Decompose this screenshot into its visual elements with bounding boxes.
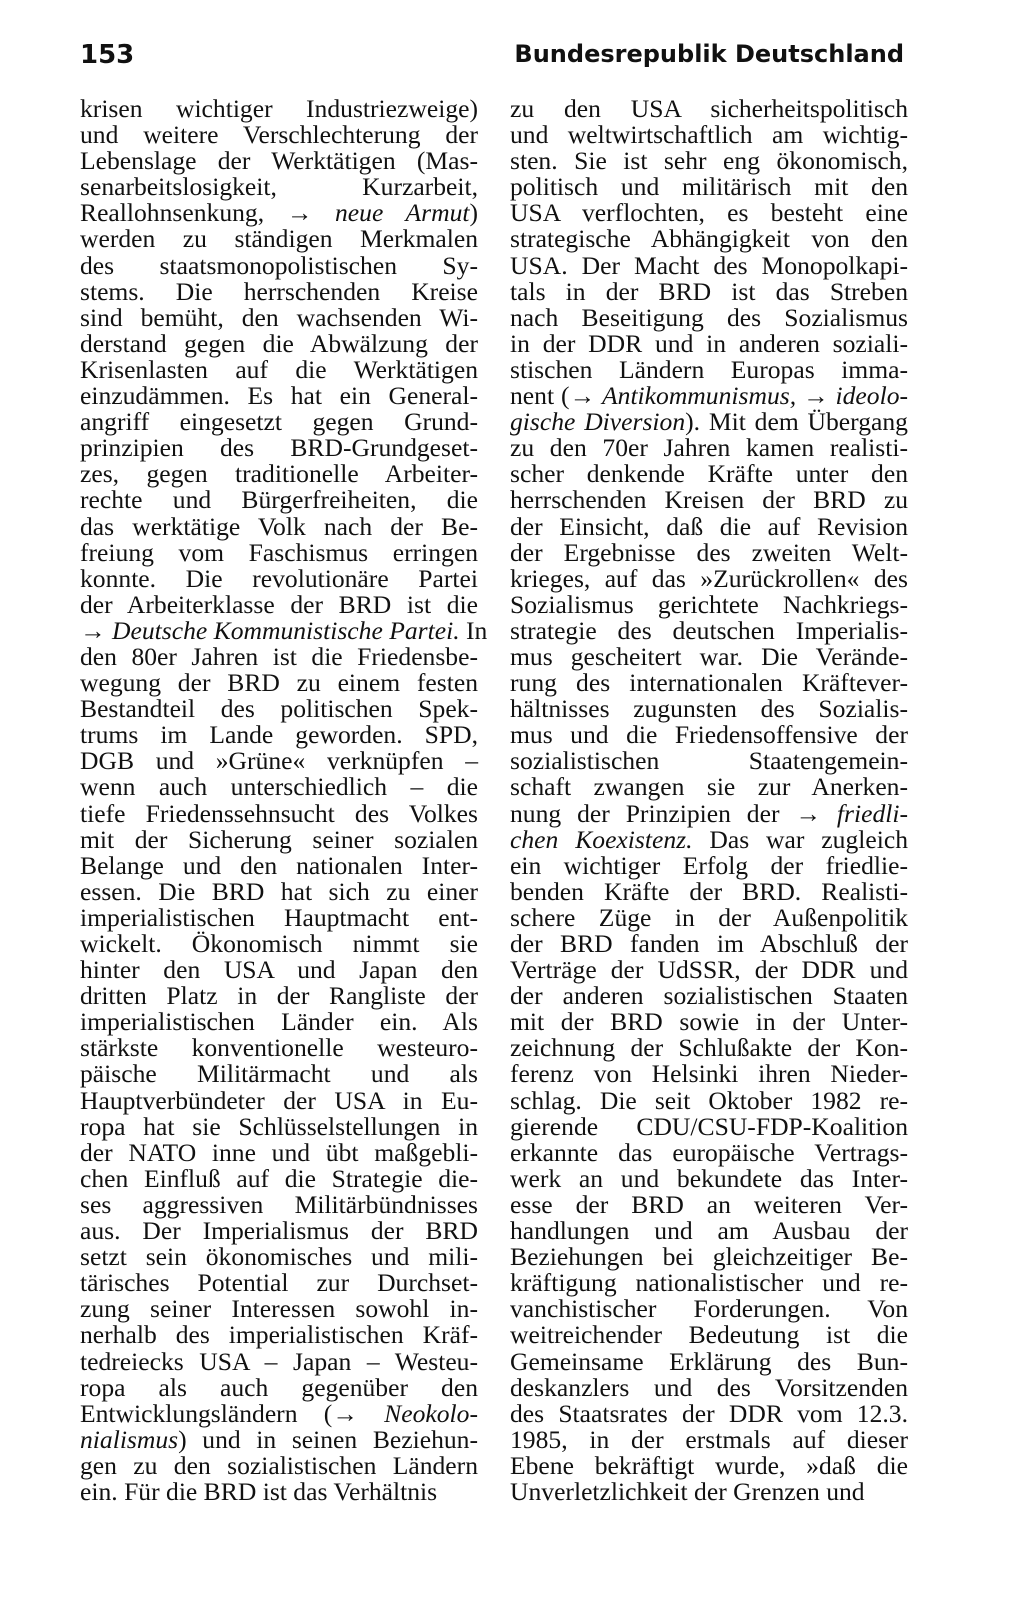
text-line	[510, 931, 908, 957]
text-segment: Bestandteil des politischen Spek-	[80, 694, 478, 724]
text-segment: kräftigung nationalistischer und re-	[510, 1268, 908, 1298]
text-line	[510, 122, 908, 148]
text-segment: der Arbeiterklasse der BRD ist die	[80, 589, 478, 619]
text-segment: zung seiner Interessen sowohl in-	[80, 1294, 478, 1324]
text-line	[80, 1322, 478, 1348]
text-segment: des Staatsrates der DDR vom 12.3.	[510, 1398, 908, 1428]
text-segment: USA verflochten, es besteht eine	[510, 198, 908, 228]
text-line	[510, 774, 908, 800]
text-line	[80, 1296, 478, 1322]
text-line	[80, 174, 478, 200]
text-line	[80, 563, 478, 593]
text-line	[80, 722, 478, 748]
text-line	[80, 696, 478, 722]
text-segment: Verträge der UdSSR, der DDR und	[510, 955, 908, 985]
text-segment: Krisenlasten auf die Werktätigen	[80, 354, 478, 384]
italic-reference: Antikommunismus,	[602, 381, 797, 411]
text-segment: handlungen und am Ausbau der	[510, 1216, 908, 1246]
text-line	[510, 1009, 908, 1035]
text-line	[80, 1189, 478, 1219]
text-line	[510, 1398, 908, 1428]
text-segment: Ebene bekräftigt wurde, »daß die	[510, 1450, 908, 1480]
text-line	[510, 328, 908, 358]
text-segment: aus. Der Imperialismus der BRD	[80, 1216, 478, 1246]
text-line	[510, 563, 908, 593]
text-segment: Entwicklungsländern (→	[80, 1398, 385, 1428]
text-line	[80, 1346, 478, 1376]
text-line	[80, 798, 478, 828]
text-line	[80, 931, 478, 957]
text-segment: nach Beseitigung des Sozialismus	[510, 302, 908, 332]
text-line	[510, 1137, 908, 1167]
text-segment: imperialistischen Hauptmacht ent-	[80, 902, 478, 932]
text-segment: gen zu den sozialistischen Ländern	[80, 1450, 478, 1480]
text-line	[510, 511, 908, 541]
text-line	[80, 902, 478, 932]
text-line	[510, 461, 908, 487]
text-segment: ) und in seinen Beziehun-	[178, 1424, 478, 1454]
text-segment: päische Militärmacht und als	[80, 1059, 478, 1089]
text-segment: zu den 70er Jahren kamen realisti-	[510, 433, 908, 463]
text-segment: mus und die Friedensoffensive der	[510, 720, 908, 750]
text-line	[80, 1009, 478, 1035]
text-line	[510, 1189, 908, 1219]
italic-reference: Deutsche Kommunistische Partei.	[112, 615, 460, 645]
text-segment: stärkste konventionelle westeuro-	[80, 1033, 478, 1063]
text-line	[80, 328, 478, 358]
text-line	[510, 174, 908, 200]
text-segment: werden zu ständigen Merkmalen	[80, 224, 478, 254]
text-segment: freiung vom Faschismus erringen	[80, 537, 478, 567]
text-line	[510, 200, 908, 226]
text-segment: esse der BRD an weiteren Ver-	[510, 1189, 908, 1219]
text-segment: tärisches Potential zur Durchset-	[80, 1268, 478, 1298]
text-segment: rechte und Bürgerfreiheiten, die	[80, 485, 478, 515]
text-line	[510, 824, 908, 854]
text-column-right	[510, 96, 908, 1505]
text-segment: wickelt. Ökonomisch nimmt sie	[80, 929, 478, 958]
text-line	[80, 1111, 478, 1141]
text-segment: den 80er Jahren ist die Friedensbe-	[80, 641, 478, 671]
text-line	[510, 902, 908, 932]
text-line	[80, 1424, 478, 1454]
text-segment: deskanzlers und des Vorsitzenden	[510, 1372, 908, 1402]
text-line	[80, 435, 478, 461]
text-segment: imperialistischen Länder ein. Als	[80, 1007, 478, 1037]
text-segment: derstand gegen die Abwälzung der	[80, 328, 478, 358]
text-segment: strategische Abhängigkeit von den	[510, 224, 908, 254]
text-line	[510, 850, 908, 880]
text-line	[80, 383, 478, 409]
text-line	[510, 1218, 908, 1244]
text-segment: mit der Sicherung seiner sozialen	[80, 824, 478, 854]
text-segment: trums im Lande geworden. SPD,	[80, 720, 478, 750]
text-line	[510, 957, 908, 983]
text-segment: zes, gegen traditionelle Arbeiter-	[80, 459, 478, 489]
text-segment: hinter den USA und Japan den	[80, 955, 478, 985]
text-line	[510, 1061, 908, 1087]
text-line	[80, 824, 478, 854]
text-line	[510, 722, 908, 748]
text-line	[80, 1372, 478, 1402]
text-segment: Unverletzlichkeit der Grenzen und	[510, 1476, 865, 1506]
text-segment: Sozialismus gerichtete Nachkriegs-	[510, 589, 908, 619]
text-segment: ein wichtiger Erfolg der friedlie-	[510, 850, 908, 880]
text-segment: Lebenslage der Werktätigen (Mas-	[80, 146, 478, 176]
text-line	[80, 276, 478, 306]
text-line	[510, 589, 908, 619]
text-segment: nerhalb des imperialistischen Kräf-	[80, 1320, 478, 1350]
text-segment: der Einsicht, daß die auf Revision	[510, 511, 908, 541]
text-line	[80, 1085, 478, 1115]
text-segment: wegung der BRD zu einem festen	[80, 668, 478, 698]
text-segment: erkannte das europäische Vertrags-	[510, 1137, 908, 1167]
text-segment: Das war zugleich	[692, 824, 908, 854]
page-number: 153	[80, 40, 135, 70]
text-segment: chen Einfluß auf die Strategie die-	[80, 1163, 478, 1193]
text-segment: das werktätige Volk nach der Be-	[80, 511, 478, 541]
text-line	[510, 302, 908, 332]
text-line	[510, 1085, 908, 1115]
text-segment: Gemeinsame Erklärung des Bun-	[510, 1346, 908, 1376]
text-segment: hältnisses zugunsten des Sozialis-	[510, 694, 908, 724]
text-line	[510, 798, 908, 828]
text-segment: tals in der BRD ist das Streben	[510, 276, 908, 306]
text-segment: Reallohnsenkung, →	[80, 198, 335, 228]
text-segment: Belange und den nationalen Inter-	[80, 850, 478, 880]
text-segment: schere Züge in der Außenpolitik	[510, 902, 908, 932]
text-line	[510, 276, 908, 306]
text-line	[80, 537, 478, 567]
italic-reference: ideolo-	[835, 381, 909, 411]
text-line	[510, 409, 908, 435]
text-line	[510, 250, 908, 280]
text-segment: prinzipien des BRD-Grundgeset-	[80, 433, 478, 463]
text-line	[80, 250, 478, 280]
text-line	[510, 1424, 908, 1454]
text-line	[510, 96, 908, 122]
text-segment: werk an und bekundete das Inter-	[510, 1163, 908, 1193]
text-line	[80, 957, 478, 983]
text-line	[80, 615, 488, 645]
text-line	[80, 148, 478, 174]
text-segment: in der DDR und in anderen soziali-	[510, 328, 908, 358]
text-segment: ses aggressiven Militärbündnisses	[80, 1189, 478, 1219]
text-segment: →	[80, 615, 112, 645]
text-segment: scher denkende Kräfte unter den	[510, 459, 908, 489]
text-segment: ropa als auch gegenüber den	[80, 1372, 478, 1402]
italic-reference: gische Diversion	[510, 407, 686, 437]
text-segment: dritten Platz in der Rangliste der	[80, 981, 478, 1011]
text-segment: tiefe Friedenssehnsucht des Volkes	[80, 798, 478, 828]
text-segment: Hauptverbündeter der USA in Eu-	[80, 1085, 478, 1115]
text-line	[80, 302, 478, 332]
text-segment: )	[469, 198, 479, 228]
text-line	[510, 696, 908, 722]
text-line	[80, 1270, 478, 1296]
italic-reference: chen Koexistenz.	[510, 824, 693, 854]
text-segment: und weitere Verschlechterung der	[80, 120, 478, 150]
text-line	[80, 670, 478, 696]
text-segment: tedreiecks USA – Japan – Westeu-	[80, 1346, 478, 1376]
text-segment: gierende CDU/CSU-FDP-Koalition	[510, 1111, 908, 1141]
text-line	[510, 876, 908, 906]
text-line	[510, 983, 908, 1009]
text-segment: essen. Die BRD hat sich zu einer	[80, 876, 478, 906]
text-line	[510, 1346, 908, 1376]
italic-reference: Neokolo-	[384, 1398, 478, 1428]
italic-reference: nialismus	[80, 1424, 179, 1454]
text-line	[80, 1163, 478, 1193]
text-segment: stischen Ländern Europas imma-	[510, 354, 908, 384]
text-line	[80, 1450, 478, 1480]
text-segment: sten. Sie ist sehr eng ökonomisch,	[510, 146, 908, 176]
text-line	[80, 983, 478, 1009]
text-segment: einzudämmen. Es hat ein General-	[80, 381, 478, 411]
text-line	[510, 226, 908, 252]
text-column-left	[80, 94, 488, 1506]
text-line	[510, 354, 908, 384]
text-segment: strategie des deutschen Imperialis-	[510, 615, 908, 645]
text-segment: weitreichender Bedeutung ist die	[510, 1320, 908, 1350]
text-segment: →	[796, 381, 836, 411]
italic-reference: neue Armut	[335, 198, 470, 228]
text-segment: DGB und »Grüne« verknüpfen –	[80, 746, 478, 776]
italic-reference: friedli-	[836, 798, 908, 828]
text-segment: nent (→	[510, 381, 603, 411]
text-line	[80, 876, 478, 906]
text-line	[510, 641, 908, 671]
text-line	[510, 148, 908, 174]
text-line	[80, 511, 478, 541]
text-segment: sind bemüht, den wachsenden Wi-	[80, 302, 478, 332]
text-line	[80, 96, 478, 122]
text-line	[510, 1244, 908, 1270]
text-line	[80, 850, 478, 880]
text-line	[80, 461, 478, 487]
text-segment: zu den USA sicherheitspolitisch	[510, 94, 908, 123]
text-line	[80, 1218, 478, 1244]
text-segment: nung der Prinzipien der →	[510, 798, 837, 828]
text-segment: angriff eingesetzt gegen Grund-	[80, 407, 478, 437]
text-line	[510, 1035, 908, 1061]
text-line	[80, 354, 478, 384]
text-segment: vanchistischer Forderungen. Von	[510, 1294, 908, 1324]
text-line	[510, 1476, 908, 1506]
text-segment: schlag. Die seit Oktober 1982 re-	[510, 1085, 908, 1115]
text-line	[80, 409, 478, 435]
text-segment: politisch und militärisch mit den	[510, 172, 908, 202]
text-line	[510, 1322, 908, 1348]
text-line	[510, 615, 908, 645]
text-line	[80, 122, 478, 148]
text-segment: der anderen sozialistischen Staaten	[510, 981, 908, 1011]
text-line	[80, 1137, 478, 1167]
text-segment: schaft zwangen sie zur Anerken-	[510, 772, 908, 802]
text-line	[80, 487, 478, 513]
text-line	[510, 1296, 908, 1322]
text-segment: ). Mit dem Übergang	[685, 407, 908, 437]
text-segment: ferenz von Helsinki ihren Nieder-	[510, 1059, 908, 1089]
text-segment: herrschenden Kreisen der BRD zu	[510, 485, 908, 515]
text-line	[510, 1450, 908, 1480]
text-segment: In	[459, 615, 488, 645]
text-segment: mit der BRD sowie in der Unter-	[510, 1007, 908, 1037]
text-segment: Beziehungen bei gleichzeitiger Be-	[510, 1242, 908, 1272]
text-line	[80, 1061, 478, 1087]
text-line	[510, 1111, 908, 1141]
text-line	[80, 774, 478, 800]
text-line	[80, 589, 478, 619]
text-segment: wenn auch unterschiedlich – die	[80, 772, 478, 802]
text-line	[510, 487, 908, 513]
text-line	[510, 748, 908, 774]
text-segment: stems. Die herrschenden Kreise	[80, 276, 478, 306]
text-line	[80, 1398, 478, 1428]
text-line	[80, 641, 478, 671]
text-line	[80, 226, 478, 252]
text-line	[80, 1244, 478, 1270]
text-segment: krisen wichtiger Industriezweige)	[80, 94, 478, 123]
text-line	[510, 383, 908, 409]
text-segment: sozialistischen Staatengemein-	[510, 746, 908, 776]
text-segment: rung des internationalen Kräftever-	[510, 668, 908, 698]
text-segment: senarbeitslosigkeit, Kurzarbeit,	[80, 172, 478, 202]
running-head: Bundesrepublik Deutschland	[514, 40, 904, 68]
text-segment: zeichnung der Schlußakte der Kon-	[510, 1033, 908, 1063]
text-segment: USA. Der Macht des Monopolkapi-	[510, 250, 908, 280]
text-segment: der Ergebnisse des zweiten Welt-	[510, 537, 908, 567]
text-line	[510, 537, 908, 567]
text-segment: benden Kräfte der BRD. Realisti-	[510, 876, 908, 906]
text-line	[510, 1372, 908, 1402]
text-segment: des staatsmonopolistischen Sy-	[80, 250, 478, 280]
text-segment: ropa hat sie Schlüsselstellungen in	[80, 1111, 478, 1141]
text-segment: konnte. Die revolutionäre Partei	[80, 563, 478, 593]
text-line	[510, 435, 908, 461]
text-line	[510, 1163, 908, 1193]
text-segment: krieges, auf das »Zurückrollen« des	[510, 563, 908, 593]
text-line	[80, 1035, 478, 1061]
text-line	[80, 1476, 478, 1506]
text-line	[510, 1270, 908, 1296]
text-line	[80, 200, 478, 226]
text-segment: der BRD fanden im Abschluß der	[510, 929, 908, 958]
text-line	[80, 748, 478, 774]
text-line	[510, 670, 908, 696]
text-segment: der NATO inne und übt maßgebli-	[80, 1137, 478, 1167]
text-segment: und weltwirtschaftlich am wichtig-	[510, 120, 908, 150]
text-segment: mus gescheitert war. Die Verände-	[510, 641, 908, 671]
text-segment: setzt sein ökonomisches und mili-	[80, 1242, 478, 1272]
text-segment: ein. Für die BRD ist das Verhältnis	[80, 1476, 438, 1506]
text-segment: 1985, in der erstmals auf dieser	[510, 1424, 908, 1454]
